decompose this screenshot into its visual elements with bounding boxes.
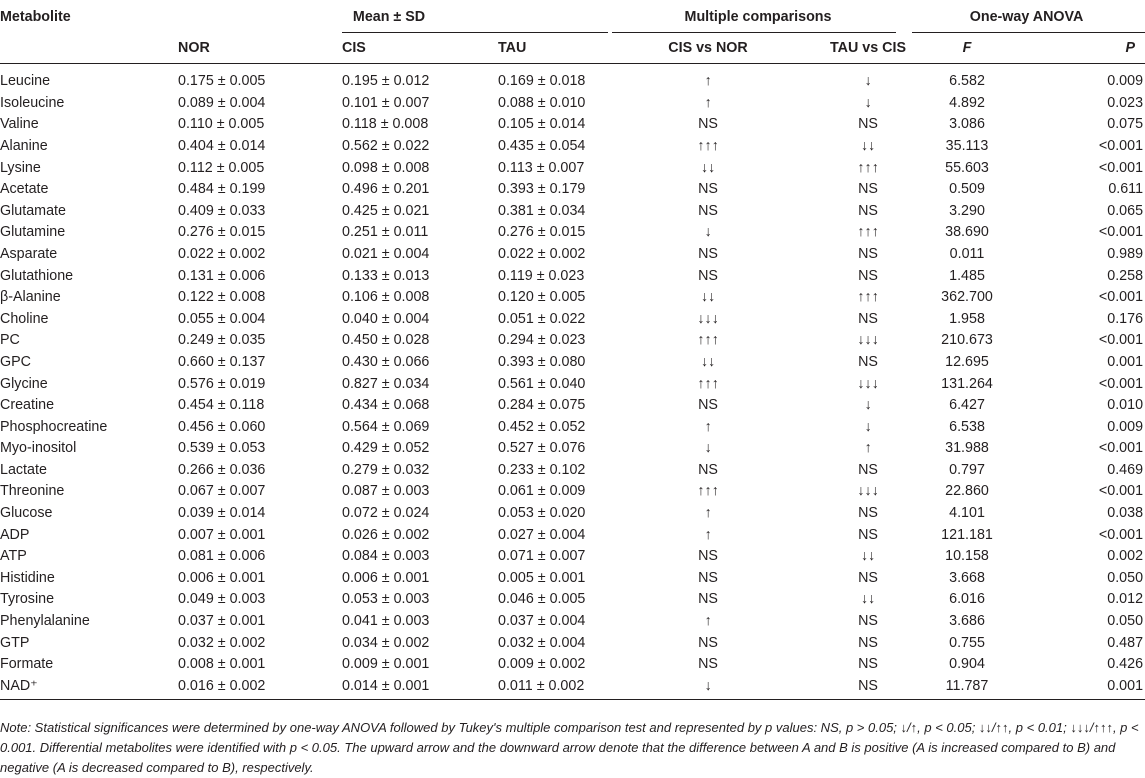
metabolite-name: GPC — [0, 353, 31, 370]
tau-value: 0.046 ± 0.005 — [498, 591, 586, 608]
tau-vs-cis-result: ↓↓ — [860, 591, 876, 608]
table-body — [0, 64, 1145, 700]
p-value: 0.989 — [1107, 245, 1144, 262]
f-value: 6.582 — [949, 73, 985, 89]
tau-value: 0.088 ± 0.010 — [498, 94, 586, 111]
tau-value: 0.051 ± 0.022 — [498, 310, 586, 327]
cis-vs-nor-result: NS — [698, 202, 718, 219]
metabolite-name: Phenylalanine — [0, 613, 90, 630]
cis-value: 0.106 ± 0.008 — [342, 289, 430, 306]
p-value: 0.012 — [1107, 591, 1144, 608]
p-value: 0.258 — [1107, 267, 1144, 284]
cis-value: 0.009 ± 0.001 — [342, 656, 430, 673]
tau-vs-cis-result: NS — [858, 245, 878, 262]
cis-value: 0.450 ± 0.028 — [342, 332, 430, 349]
metabolite-name: Acetate — [0, 181, 49, 198]
nor-value: 0.110 ± 0.005 — [178, 116, 265, 133]
table-row — [0, 675, 1145, 699]
f-value: 55.603 — [945, 159, 989, 176]
table-row — [0, 243, 1145, 265]
tau-vs-cis-result: NS — [858, 310, 878, 327]
f-value: 38.690 — [945, 224, 989, 241]
cis-value: 0.251 ± 0.011 — [342, 224, 429, 241]
table-row — [0, 157, 1145, 179]
tau-value: 0.233 ± 0.102 — [498, 461, 586, 478]
metabolite-name: Threonine — [0, 483, 65, 500]
metabolite-name: Histidine — [0, 569, 55, 586]
tau-vs-cis-result: NS — [858, 505, 878, 522]
cis-vs-nor-result: NS — [698, 548, 718, 565]
cis-vs-nor-result: ↓↓ — [700, 159, 716, 176]
table-row — [0, 200, 1145, 222]
f-value: 3.290 — [949, 202, 985, 219]
cis-value: 0.084 ± 0.003 — [342, 548, 430, 565]
tau-value: 0.561 ± 0.040 — [498, 375, 586, 392]
tau-value: 0.105 ± 0.014 — [498, 116, 586, 133]
nor-value: 0.006 ± 0.001 — [178, 569, 266, 586]
metabolite-name: Leucine — [0, 73, 51, 89]
tau-value: 0.276 ± 0.015 — [498, 224, 586, 241]
table-row — [0, 632, 1145, 654]
tau-value: 0.527 ± 0.076 — [498, 440, 586, 457]
cis-value: 0.098 ± 0.008 — [342, 159, 430, 176]
nor-value: 0.055 ± 0.004 — [178, 310, 266, 327]
cis-value: 0.430 ± 0.066 — [342, 353, 430, 370]
f-value: 3.668 — [949, 569, 985, 586]
tau-vs-cis-result: NS — [858, 526, 878, 543]
nor-value: 0.660 ± 0.137 — [178, 353, 266, 370]
p-value: 0.176 — [1107, 310, 1144, 327]
p-value: <0.001 — [1098, 224, 1144, 241]
tau-value: 0.037 ± 0.004 — [498, 613, 586, 630]
table-row — [0, 330, 1145, 352]
header-mean-sd: Mean ± SD — [170, 0, 608, 33]
table-row — [0, 610, 1145, 632]
table-row — [0, 92, 1145, 114]
tau-value: 0.452 ± 0.052 — [498, 418, 586, 435]
tau-value: 0.061 ± 0.009 — [498, 483, 586, 500]
cis-vs-nor-result: ↑ — [704, 505, 712, 522]
cis-value: 0.496 ± 0.201 — [342, 181, 430, 198]
nor-value: 0.409 ± 0.033 — [178, 202, 266, 219]
p-value: 0.009 — [1107, 73, 1144, 89]
tau-vs-cis-result: ↓ — [864, 397, 872, 414]
f-value: 0.011 — [949, 245, 985, 262]
cis-vs-nor-result: ↓ — [704, 677, 712, 694]
table-row — [0, 265, 1145, 287]
metabolite-name: Lysine — [0, 159, 41, 176]
cis-vs-nor-result: ↑ — [704, 613, 712, 630]
nor-value: 0.032 ± 0.002 — [178, 634, 266, 651]
cis-vs-nor-result: NS — [698, 591, 718, 608]
p-value: 0.426 — [1107, 656, 1144, 673]
tau-vs-cis-result: ↑ — [864, 440, 872, 457]
metabolite-name: Alanine — [0, 137, 48, 154]
cis-vs-nor-result: ↑ — [704, 526, 712, 543]
header-cis-vs-nor: CIS vs NOR — [668, 40, 748, 56]
cis-value: 0.434 ± 0.068 — [342, 397, 430, 414]
metabolite-name: Glutamine — [0, 224, 66, 241]
header-p: P — [1125, 40, 1136, 56]
tau-vs-cis-result: ↓ — [864, 73, 872, 89]
tau-vs-cis-result: NS — [858, 267, 878, 284]
f-value: 11.787 — [945, 677, 989, 694]
f-value: 6.016 — [949, 591, 985, 608]
cis-vs-nor-result: NS — [698, 397, 718, 414]
table-row — [0, 502, 1145, 524]
metabolite-name: GTP — [0, 634, 30, 651]
tau-value: 0.120 ± 0.005 — [498, 289, 586, 306]
tau-value: 0.284 ± 0.075 — [498, 397, 586, 414]
cis-vs-nor-result: NS — [698, 461, 718, 478]
p-value: <0.001 — [1098, 526, 1144, 543]
nor-value: 0.089 ± 0.004 — [178, 94, 266, 111]
table-row — [0, 567, 1145, 589]
tau-vs-cis-result: NS — [858, 116, 878, 133]
tau-vs-cis-result: NS — [858, 353, 878, 370]
cis-vs-nor-result: ↓↓↓ — [697, 310, 719, 327]
p-value: 0.065 — [1107, 202, 1144, 219]
p-value: <0.001 — [1098, 159, 1144, 176]
table-row — [0, 653, 1145, 675]
f-value: 1.958 — [949, 310, 985, 327]
metabolite-name: Lactate — [0, 461, 47, 478]
cis-value: 0.040 ± 0.004 — [342, 310, 430, 327]
cis-value: 0.087 ± 0.003 — [342, 483, 430, 500]
metabolite-name: Isoleucine — [0, 94, 65, 111]
tau-value: 0.169 ± 0.018 — [498, 73, 586, 89]
p-value: <0.001 — [1098, 483, 1144, 500]
tau-vs-cis-result: NS — [858, 677, 878, 694]
cis-vs-nor-result: ↑ — [704, 94, 712, 111]
p-value: <0.001 — [1098, 289, 1144, 306]
cis-vs-nor-result: NS — [698, 181, 718, 198]
metabolite-name: NAD⁺ — [0, 677, 38, 694]
nor-value: 0.067 ± 0.007 — [178, 483, 266, 500]
metabolite-name: Glycine — [0, 375, 48, 392]
table-row — [0, 394, 1145, 416]
table-row — [0, 308, 1145, 330]
table-note: Note: Statistical significances were determined by one-way ANOVA followed by Tukey's multiple comparison test and represented by p values: NS, p > 0.05; ↓/↑, p < 0.05; ↓↓/↑↑, p < 0.01; ↓↓↓/↑↑↑, p < 0.001. Differential metabolites were identified with p < 0.05. The upward arrow and the downward arrow denote that the difference between A and B is positive (A is increased compared to B) and negative (A is decreased compared to B), respectively. — [0, 720, 1139, 775]
cis-vs-nor-result: ↑ — [704, 73, 712, 89]
nor-value: 0.008 ± 0.001 — [178, 656, 266, 673]
tau-value: 0.294 ± 0.023 — [498, 332, 586, 349]
metabolite-name: Glucose — [0, 505, 53, 522]
cis-vs-nor-result: ↑↑↑ — [697, 483, 719, 500]
tau-value: 0.032 ± 0.004 — [498, 634, 586, 651]
tau-vs-cis-result: ↓ — [864, 418, 872, 435]
tau-vs-cis-result: ↑↑↑ — [857, 224, 879, 241]
f-value: 4.101 — [949, 505, 985, 522]
nor-value: 0.576 ± 0.019 — [178, 375, 266, 392]
nor-value: 0.276 ± 0.015 — [178, 224, 266, 241]
tau-value: 0.053 ± 0.020 — [498, 505, 586, 522]
p-value: 0.050 — [1107, 569, 1144, 586]
nor-value: 0.175 ± 0.005 — [178, 73, 266, 89]
cis-vs-nor-result: ↓↓ — [700, 353, 716, 370]
cis-vs-nor-result: ↑↑↑ — [697, 375, 719, 392]
f-value: 0.797 — [949, 461, 985, 478]
table-row — [0, 545, 1145, 567]
tau-value: 0.435 ± 0.054 — [498, 137, 586, 154]
tau-vs-cis-result: ↓↓ — [860, 137, 876, 154]
metabolite-name: Phosphocreatine — [0, 418, 108, 435]
cis-vs-nor-result: ↓↓ — [700, 289, 716, 306]
metabolite-name: Glutamate — [0, 202, 66, 219]
header-tau-vs-cis: TAU vs CIS — [830, 40, 907, 56]
cis-vs-nor-result: ↓ — [704, 440, 712, 457]
header-metabolite: Metabolite — [0, 9, 71, 25]
header-f: F — [962, 40, 972, 56]
cis-value: 0.133 ± 0.013 — [342, 267, 430, 284]
p-value: 0.002 — [1107, 548, 1144, 565]
nor-value: 0.022 ± 0.002 — [178, 245, 266, 262]
nor-value: 0.131 ± 0.006 — [178, 267, 266, 284]
table-row — [0, 438, 1145, 460]
cis-value: 0.041 ± 0.003 — [342, 613, 430, 630]
cis-vs-nor-result: NS — [698, 116, 718, 133]
nor-value: 0.049 ± 0.003 — [178, 591, 266, 608]
tau-vs-cis-result: ↓↓ — [860, 548, 876, 565]
tau-value: 0.381 ± 0.034 — [498, 202, 586, 219]
f-value: 1.485 — [949, 267, 985, 284]
f-value: 0.509 — [949, 181, 985, 198]
tau-value: 0.393 ± 0.179 — [498, 181, 586, 198]
tau-value: 0.119 ± 0.023 — [498, 267, 585, 284]
cis-vs-nor-result: NS — [698, 267, 718, 284]
tau-vs-cis-result: NS — [858, 613, 878, 630]
p-value: 0.001 — [1107, 677, 1144, 694]
header-one-way-anova: One-way ANOVA — [908, 0, 1145, 33]
p-value: <0.001 — [1098, 440, 1144, 457]
tau-value: 0.113 ± 0.007 — [498, 159, 585, 176]
tau-vs-cis-result: NS — [858, 634, 878, 651]
metabolite-name: Myo-inositol — [0, 440, 77, 457]
f-value: 35.113 — [945, 137, 989, 154]
cis-value: 0.101 ± 0.007 — [342, 94, 430, 111]
table-row — [0, 114, 1145, 136]
p-value: 0.038 — [1107, 505, 1144, 522]
cis-value: 0.021 ± 0.004 — [342, 245, 430, 262]
metabolite-name: PC — [0, 332, 20, 349]
f-value: 6.538 — [949, 418, 985, 435]
nor-value: 0.454 ± 0.118 — [178, 397, 265, 414]
table-row — [0, 373, 1145, 395]
cis-value: 0.006 ± 0.001 — [342, 569, 430, 586]
f-value: 22.860 — [945, 483, 989, 500]
tau-value: 0.011 ± 0.002 — [498, 677, 585, 694]
table-row — [0, 351, 1145, 373]
f-value: 121.181 — [941, 526, 993, 543]
table-row — [0, 64, 1145, 93]
nor-value: 0.016 ± 0.002 — [178, 677, 266, 694]
nor-value: 0.249 ± 0.035 — [178, 332, 266, 349]
p-value: <0.001 — [1098, 137, 1144, 154]
f-value: 210.673 — [941, 332, 993, 349]
f-value: 6.427 — [949, 397, 985, 414]
nor-value: 0.266 ± 0.036 — [178, 461, 266, 478]
table-row — [0, 178, 1145, 200]
nor-value: 0.081 ± 0.006 — [178, 548, 266, 565]
p-value: 0.050 — [1107, 613, 1144, 630]
p-value: 0.487 — [1107, 634, 1144, 651]
p-value: 0.009 — [1107, 418, 1144, 435]
tau-vs-cis-result: ↓↓↓ — [857, 332, 879, 349]
cis-value: 0.026 ± 0.002 — [342, 526, 430, 543]
cis-value: 0.014 ± 0.001 — [342, 677, 430, 694]
cis-vs-nor-result: ↑↑↑ — [697, 137, 719, 154]
cis-vs-nor-result: NS — [698, 569, 718, 586]
tau-vs-cis-result: NS — [858, 656, 878, 673]
nor-value: 0.484 ± 0.199 — [178, 181, 266, 198]
metabolite-name: Valine — [0, 116, 39, 133]
tau-value: 0.071 ± 0.007 — [498, 548, 586, 565]
p-value: <0.001 — [1098, 332, 1144, 349]
cis-vs-nor-result: NS — [698, 245, 718, 262]
cis-value: 0.562 ± 0.022 — [342, 137, 430, 154]
tau-value: 0.022 ± 0.002 — [498, 245, 586, 262]
nor-value: 0.112 ± 0.005 — [178, 159, 265, 176]
f-value: 0.755 — [949, 634, 985, 651]
cis-vs-nor-result: NS — [698, 634, 718, 651]
tau-vs-cis-result: ↓↓↓ — [857, 375, 879, 392]
table-row — [0, 286, 1145, 308]
cis-value: 0.429 ± 0.052 — [342, 440, 430, 457]
p-value: 0.611 — [1108, 181, 1144, 198]
f-value: 3.686 — [949, 613, 985, 630]
p-value: 0.469 — [1107, 461, 1144, 478]
p-value: 0.001 — [1107, 353, 1144, 370]
nor-value: 0.456 ± 0.060 — [178, 418, 266, 435]
tau-vs-cis-result: NS — [858, 202, 878, 219]
table-row — [0, 481, 1145, 503]
table-row — [0, 589, 1145, 611]
f-value: 10.158 — [945, 548, 989, 565]
metabolite-name: Glutathione — [0, 267, 74, 284]
cis-value: 0.195 ± 0.012 — [342, 73, 430, 89]
header-multiple-comparisons: Multiple comparisons — [608, 0, 908, 33]
cis-value: 0.072 ± 0.024 — [342, 505, 430, 522]
header-nor: NOR — [178, 40, 210, 56]
f-value: 0.904 — [949, 656, 985, 673]
tau-value: 0.009 ± 0.002 — [498, 656, 586, 673]
metabolite-name: Choline — [0, 310, 49, 327]
p-value: 0.075 — [1107, 116, 1144, 133]
header-tau: TAU — [498, 40, 527, 56]
cis-vs-nor-result: ↓ — [704, 224, 712, 241]
table-row — [0, 524, 1145, 546]
nor-value: 0.039 ± 0.014 — [178, 505, 266, 522]
tau-vs-cis-result: NS — [858, 461, 878, 478]
cis-value: 0.118 ± 0.008 — [342, 116, 429, 133]
p-value: <0.001 — [1098, 375, 1144, 392]
nor-value: 0.007 ± 0.001 — [178, 526, 266, 543]
f-value: 12.695 — [945, 353, 989, 370]
nor-value: 0.122 ± 0.008 — [178, 289, 266, 306]
nor-value: 0.539 ± 0.053 — [178, 440, 266, 457]
cis-value: 0.564 ± 0.069 — [342, 418, 430, 435]
metabolite-name: β-Alanine — [0, 289, 61, 306]
f-value: 3.086 — [949, 116, 985, 133]
tau-value: 0.005 ± 0.001 — [498, 569, 586, 586]
cis-value: 0.425 ± 0.021 — [342, 202, 430, 219]
metabolite-name: Formate — [0, 656, 54, 673]
cis-vs-nor-result: ↑↑↑ — [697, 332, 719, 349]
p-value: 0.023 — [1107, 94, 1144, 111]
metabolite-name: Tyrosine — [0, 591, 55, 608]
metabolite-name: Creatine — [0, 397, 55, 414]
table-row — [0, 135, 1145, 157]
nor-value: 0.404 ± 0.014 — [178, 137, 266, 154]
tau-vs-cis-result: ↓↓↓ — [857, 483, 879, 500]
p-value: 0.010 — [1107, 397, 1144, 414]
tau-vs-cis-result: NS — [858, 181, 878, 198]
cis-value: 0.827 ± 0.034 — [342, 375, 430, 392]
cis-value: 0.034 ± 0.002 — [342, 634, 430, 651]
header-cis: CIS — [342, 40, 366, 56]
f-value: 31.988 — [945, 440, 989, 457]
f-value: 131.264 — [941, 375, 993, 392]
metabolite-name: Asparate — [0, 245, 58, 262]
tau-vs-cis-result: ↓ — [864, 94, 872, 111]
cis-vs-nor-result: ↑ — [704, 418, 712, 435]
table-row — [0, 416, 1145, 438]
table-row — [0, 459, 1145, 481]
tau-vs-cis-result: ↑↑↑ — [857, 289, 879, 306]
f-value: 362.700 — [941, 289, 993, 306]
cis-value: 0.279 ± 0.032 — [342, 461, 430, 478]
tau-vs-cis-result: NS — [858, 569, 878, 586]
nor-value: 0.037 ± 0.001 — [178, 613, 266, 630]
metabolite-name: ATP — [0, 548, 27, 565]
tau-value: 0.027 ± 0.004 — [498, 526, 586, 543]
table-row — [0, 222, 1145, 244]
metabolite-name: ADP — [0, 526, 30, 543]
tau-vs-cis-result: ↑↑↑ — [857, 159, 879, 176]
tau-value: 0.393 ± 0.080 — [498, 353, 586, 370]
cis-vs-nor-result: NS — [698, 656, 718, 673]
cis-value: 0.053 ± 0.003 — [342, 591, 430, 608]
f-value: 4.892 — [949, 94, 985, 111]
